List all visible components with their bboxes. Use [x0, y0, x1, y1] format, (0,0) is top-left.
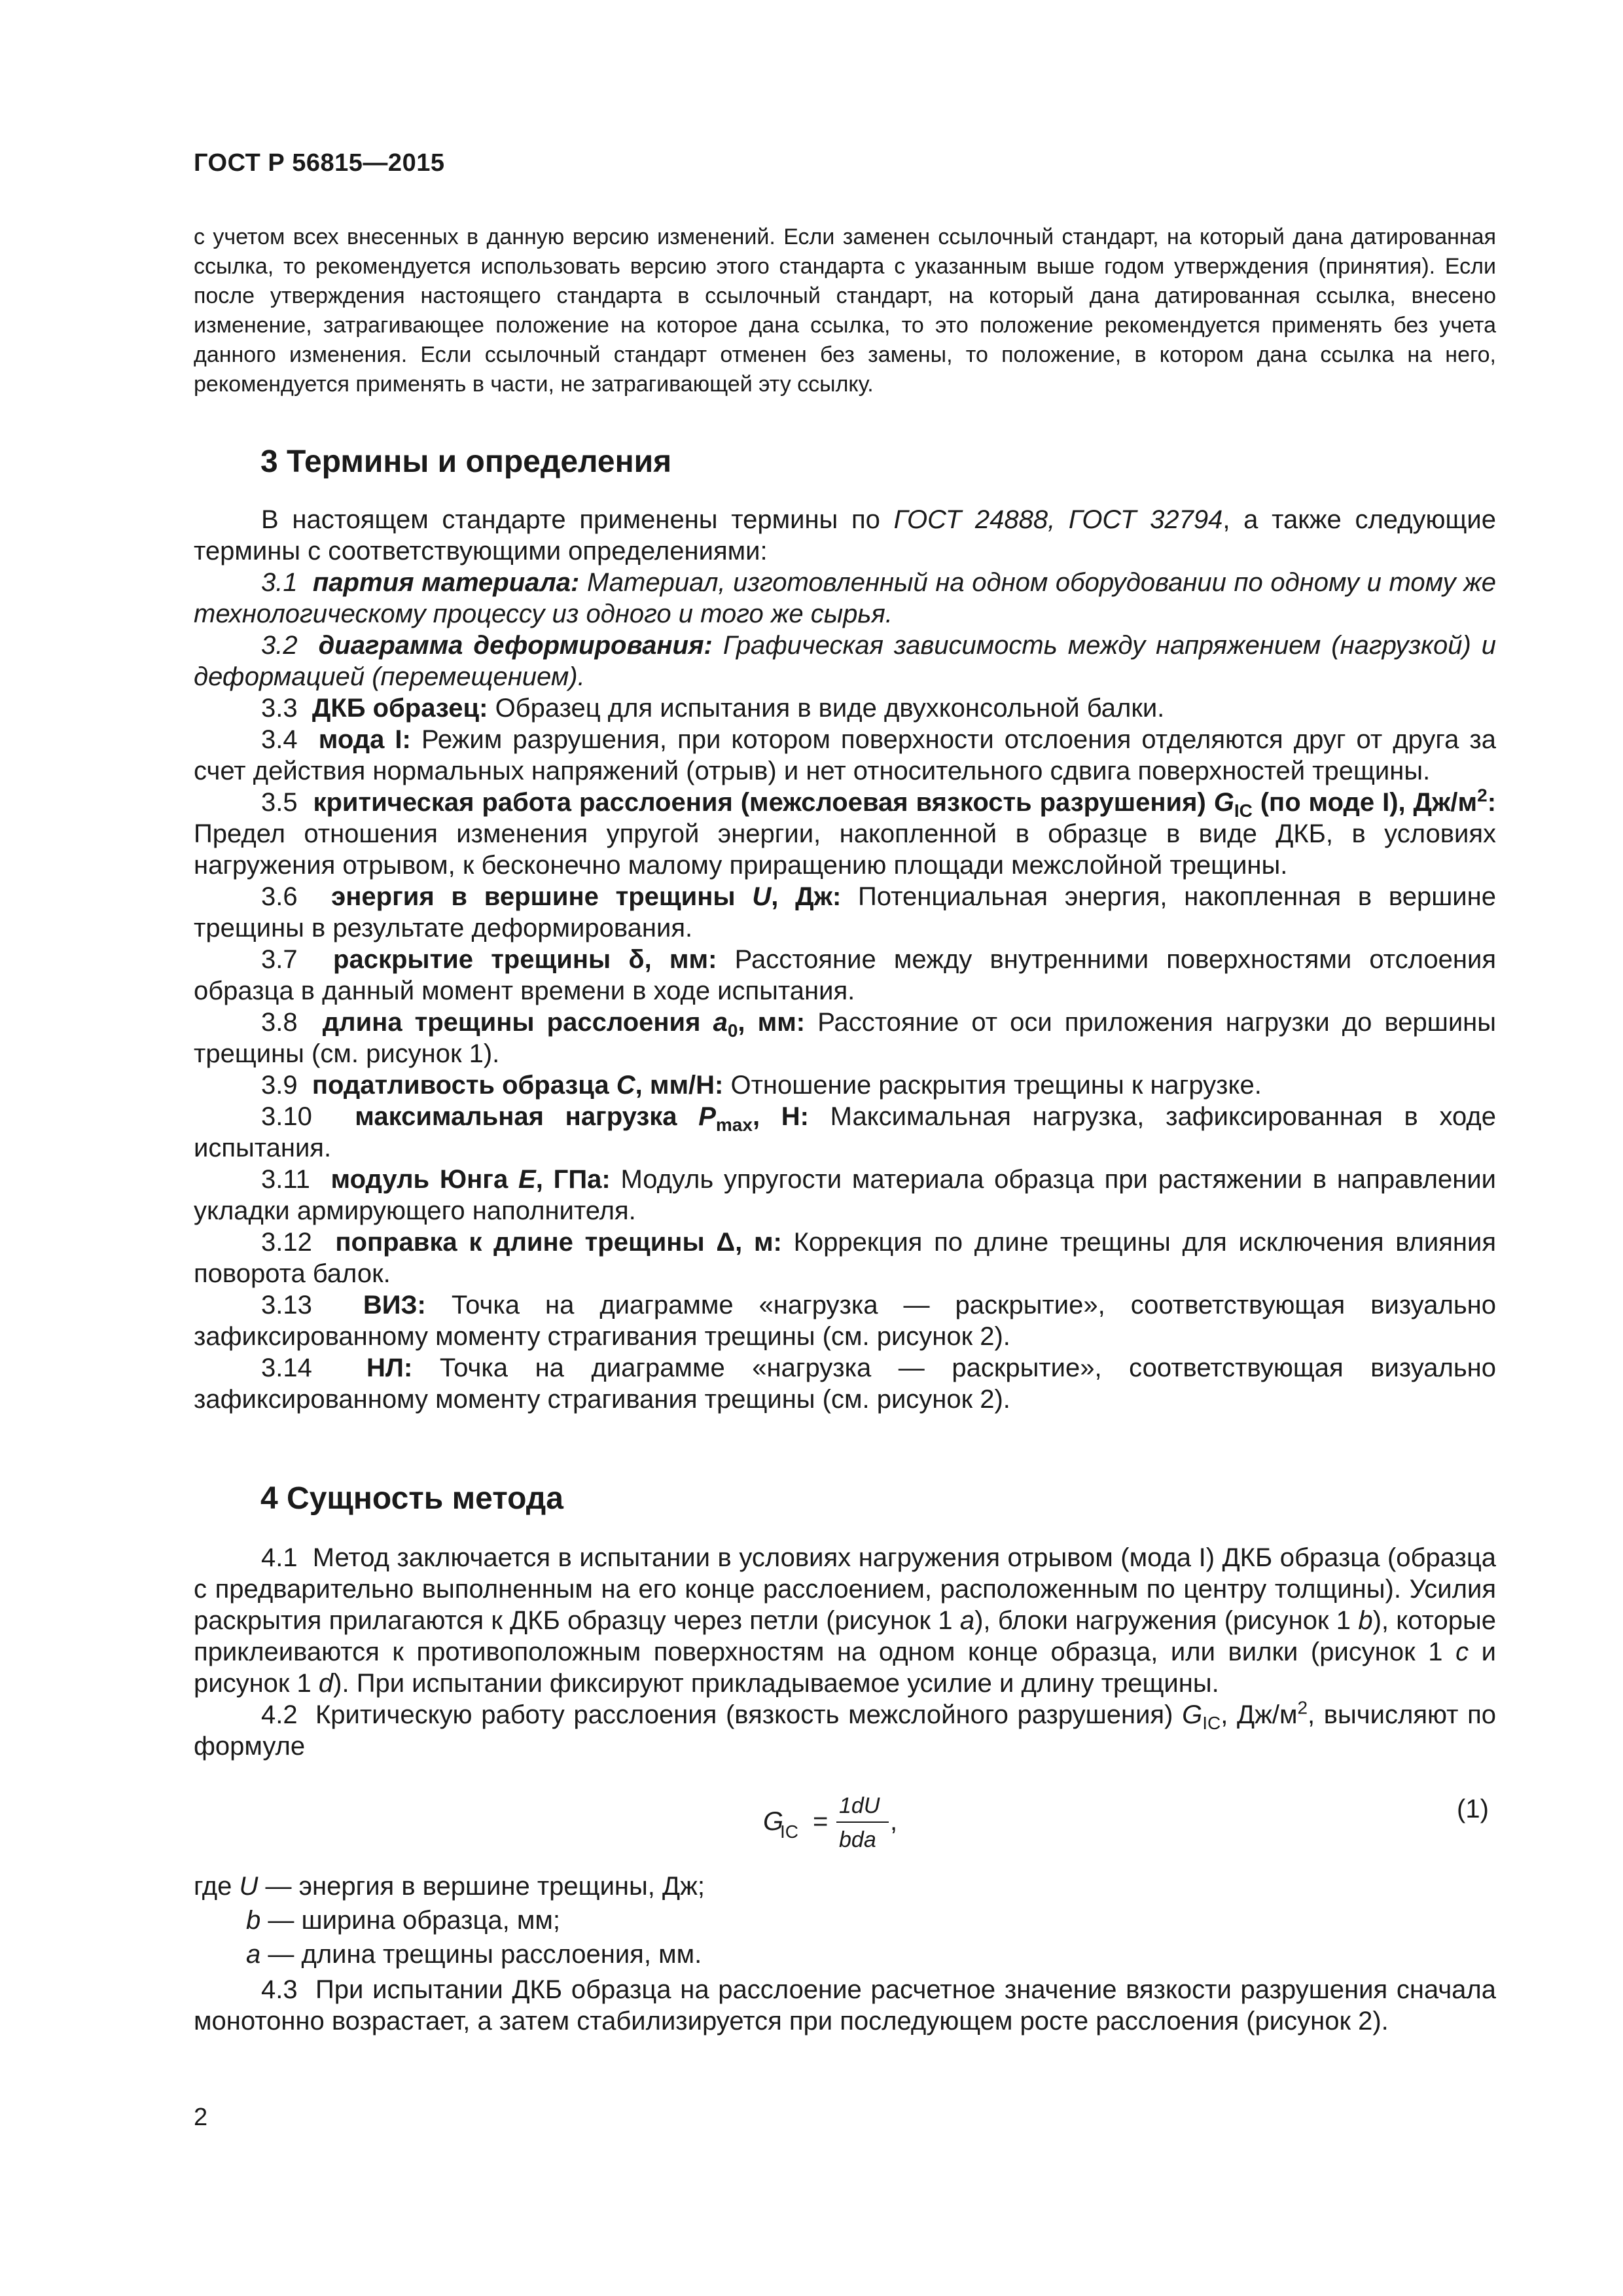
formula-comma: ,: [890, 1807, 898, 1836]
term-3-13: 3.13 ВИЗ: Точка на диаграмме «нагрузка — раскрытие», соответствующая визуально зафиксированному моменту страгивания трещины (см. рисунок 2).: [194, 1291, 1496, 1351]
term-3-1: 3.1 партия материала: Материал, изготовленный на одном оборудовании по одному и тому же технологическому процессу из одного и того же сырья.: [194, 568, 1497, 628]
formula-equals-sign: =: [813, 1807, 829, 1836]
formula-lhs-symbol: G: [763, 1807, 784, 1836]
formula-lhs-subscript: IC: [780, 1821, 798, 1842]
section-3-title: 3 Термины и определения: [260, 444, 672, 479]
term-3-10: 3.10 максимальная нагрузка $P_{max}$, Н: Максимальная нагрузка, зафиксированная в ходе испытания.: [194, 1102, 1497, 1162]
section-4-body: [194, 1542, 1496, 1762]
section-3-body: [194, 504, 1496, 1415]
section-3-intro: В настоящем стандарте применены термины по ГОСТ 24888, ГОСТ 32794, а также следующие термины с соответствующими определениями:: [194, 505, 1496, 565]
page-number: 2: [194, 2104, 208, 2131]
term-3-7: 3.7 раскрытие трещины δ, мм: Расстояние между внутренними поверхностями отслоения образца в данный момент времени в ходе испытания.: [194, 945, 1496, 1005]
formula-denominator: bda: [839, 1827, 876, 1852]
where-line-3: a — длина трещины расслоения, мм.: [246, 1940, 702, 1969]
formula-1-svg: [759, 1785, 929, 1857]
section-4-title: 4 Сущность метода: [260, 1481, 563, 1516]
term-3-2: 3.2 диаграмма деформирования: Графическая зависимость между напряжением (нагрузкой) и деформацией (перемещением).: [194, 631, 1496, 691]
term-3-4: 3.4 мода I: Режим разрушения, при котором поверхности отслоения отделяются друг от друга за счет действия нормальных напряжений (отрыв) и нет относительного сдвига поверхностей трещины.: [194, 725, 1497, 785]
term-3-14: 3.14 НЛ: Точка на диаграмме «нагрузка — раскрытие», соответствующая визуально зафиксированному моменту страгивания трещины (см. рисунок 2).: [194, 1354, 1497, 1414]
term-3-8: 3.8 длина трещины расслоения $a_0$, мм: Расстояние от оси приложения нагрузки до вершины трещины (см. рисунок 1).: [194, 1008, 1497, 1068]
formula-numerator: 1dU: [839, 1793, 880, 1818]
paragraph-4-3: 4.3 При испытании ДКБ образца на расслоение расчетное значение вязкости разрушения сначала монотонно возрастает, а затем стабилизируется при последующем росте расслоения (рисунок 2).: [194, 1975, 1496, 2036]
term-3-3: 3.3 ДКБ образец: Образец для испытания в виде двухконсольной балки.: [261, 694, 1165, 723]
formula-number: (1): [1457, 1795, 1489, 1823]
term-3-9: 3.9 податливость образца C, мм/Н: Отношение раскрытия трещины к нагрузке.: [261, 1071, 1262, 1100]
term-3-6: 3.6 энергия в вершине трещины U, Дж: Потенциальная энергия, накопленная в вершине трещины в результате деформирования.: [194, 882, 1496, 942]
paragraph-4-1: 4.1 Метод заключается в испытании в условиях нагружения отрывом (мода I) ДКБ образца (образца с предварительно выполненным на его конце расслоением, расположенным по центру толщины). Усилия раскрытия прилагаются к ДКБ образцу через петли (рисунок 1 a), блоки нагружения (рисунок 1 b), которые приклеиваются к противоположным поверхностям на одном конце образца, или вилки (рисунок 1 c и рисунок 1 d). При испытании фиксируют прикладываемое усилие и длину трещины.: [194, 1543, 1496, 1698]
where-line-1: где U — энергия в вершине трещины, Дж;: [194, 1872, 705, 1901]
formula-1: [759, 1785, 929, 1857]
term-3-11: 3.11 модуль Юнга E, ГПа: Модуль упругости материала образца при растяжении в направлении укладки армирующего наполнителя.: [194, 1165, 1497, 1225]
term-3-12: 3.12 поправка к длине трещины Δ, м: Коррекция по длине трещины для исключения влияния поворота балок.: [194, 1228, 1496, 1288]
paragraph-4-2: 4.2 Критическую работу расслоения (вязкость межслойного разрушения) $G_{IC}$, $Дж/м^2$, вычисляют по формуле: [194, 1697, 1497, 1761]
intro-paragraph: с учетом всех внесенных в данную версию изменений. Если заменен ссылочный стандарт, на который дана датированная ссылка, то рекомендуется использовать версию этого стандарта с указанным выше годом утверждения (принятия). Если после утверждения настоящего стандарта в ссылочный стандарт, на который дана датированная ссылка, внесено изменение, затрагивающее положение на которое дана ссылка, то это положение рекомендуется применять без учета данного изменения. Если ссылочный стандарт отменен без замены, то положение, в котором дана ссылка на него, рекомендуется применять в части, не затрагивающей эту ссылку.: [194, 224, 1496, 397]
document-header-code: ГОСТ Р 56815—2015: [194, 149, 445, 177]
where-line-2: b — ширина образца, мм;: [246, 1906, 560, 1935]
term-3-5: 3.5 критическая работа расслоения (межслоевая вязкость разрушения) $G_{IC}$ (по моде I), $Дж/м^2$: Предел отношения изменения упругой энергии, накопленной в образце в виде ДКБ, в условиях нагружения отрывом, к бесконечно малому приращению площади межслойной трещины.: [194, 785, 1497, 880]
